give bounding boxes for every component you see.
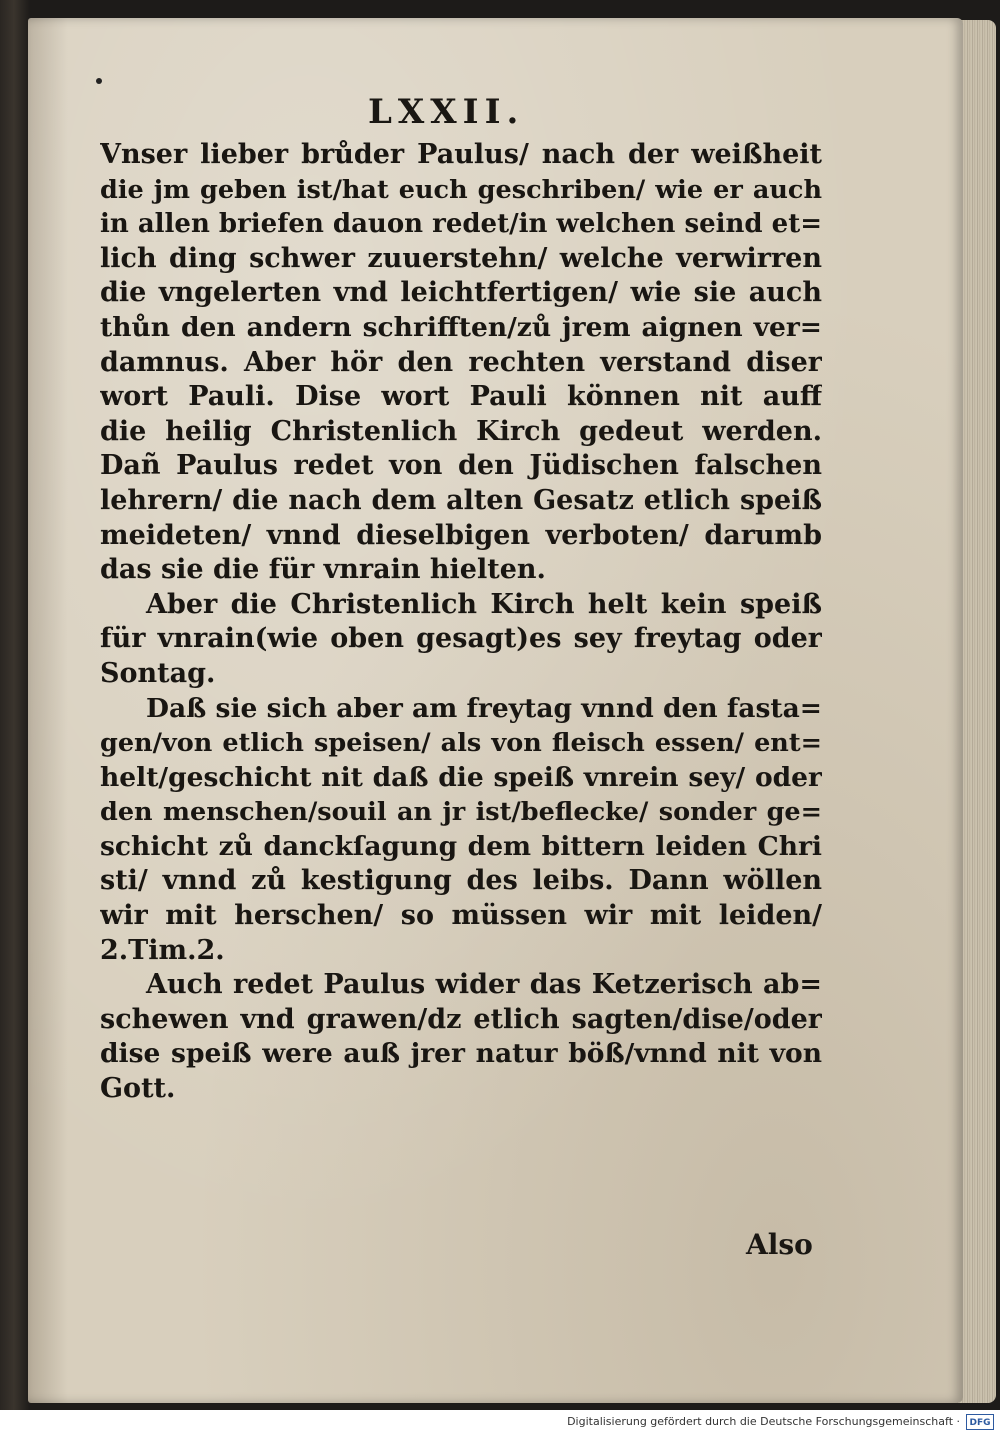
text-line: Sontag. [100,657,216,689]
text-line: meideten/ vnnd dieselbigen verboten/ darumb [100,519,822,551]
text-line: 2.Tim.2. [100,934,225,966]
page-body [100,138,822,1107]
text-line: Gott. [100,1073,176,1105]
dfg-logo: DFG [966,1414,994,1430]
text-line: Daß sie sich aber am freytag vnnd den fasta= [146,692,822,724]
funding-credit: Digitalisierung gefördert durch die Deutsche Forschungsgemeinschaft · [567,1415,960,1428]
text-line: die heilig Christenlich Kirch gedeut werden. [100,415,822,447]
text-line: in allen briefen dauon redet/in welchen seind et= [100,209,822,240]
text-line: die vngelerten vnd leichtfertigen/ wie sie auch [100,277,822,309]
text-line: Dañ Paulus redet von den Jüdischen falschen [100,450,822,482]
text-line: lehrern/ die nach dem alten Gesatz etlich speiß [100,484,822,516]
text-line: gen/von etlich speisen/ als von fleisch essen/ ent= [100,728,822,759]
ink-dot [96,78,102,84]
text-line: schewen vnd grawen/dz etlich sagten/dise/oder [100,1003,822,1035]
text-line: sti/ vnnd zů kestigung des leibs. Dann wöllen [100,865,822,897]
text-line: damnus. Aber hör den rechten verstand diser [100,346,822,378]
text-line: thůn den andern schrifften/zů jrem aignen ver= [100,311,822,343]
text-line: helt/geschicht nit daß die speiß vnrein sey/ oder [100,761,822,793]
text-line: Vnser lieber brůder Paulus/ nach der weißheit [100,139,822,170]
text-line: wort Pauli. Dise wort Pauli können nit auff [100,381,822,413]
folio-number: LXXII. [368,92,525,132]
text-line: die jm geben ist/hat euch geschriben/ wie er auch [100,174,822,205]
text-line: lich ding schwer zuuerstehn/ welche verwirren [100,242,822,274]
catchword: Also [746,1228,813,1261]
book-fore-edge [958,20,996,1403]
text-line: wir mit herschen/ so müssen wir mit leiden/ [100,900,822,932]
text-line: schicht zů danckſagung dem bittern leiden Chri [100,830,822,862]
text-line: den menschen/souil an jr ist/beflecke/ sonder ge= [100,797,822,828]
text-line: Aber die Christenlich Kirch helt kein speiß [146,588,822,620]
text-line: für vnrain(wie oben gesagt)es sey freytag oder [100,623,822,655]
footer-bar [0,1410,1000,1435]
text-line: Auch redet Paulus wider das Ketzerisch ab= [146,969,822,1001]
text-line: dise speiß were auß jrer natur böß/vnnd nit von [100,1038,822,1070]
text-line: das sie die für vnrain hielten. [100,554,546,586]
